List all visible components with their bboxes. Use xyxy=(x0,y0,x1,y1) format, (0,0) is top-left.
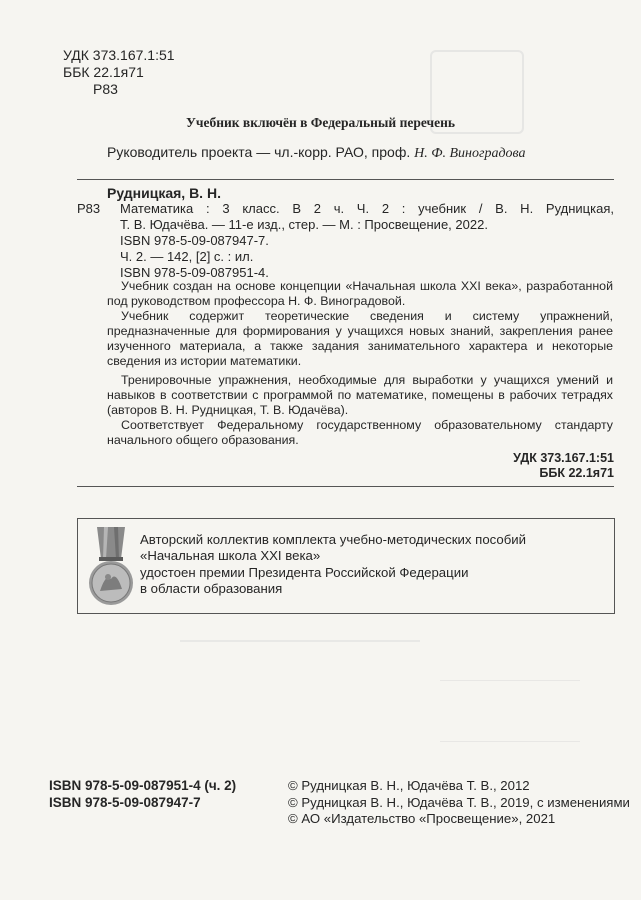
code-header: Р83 xyxy=(93,81,118,97)
record-title-line1: Математика : 3 класс. В 2 ч. Ч. 2 : учебник / В. Н. Рудницкая, xyxy=(120,201,614,216)
record-isbn1: ISBN 978-5-09-087947-7. xyxy=(120,233,269,248)
copyright-line: © Рудницкая В. Н., Юдачёва Т. В., 2019, с изменениями xyxy=(288,794,630,810)
record-body xyxy=(120,201,614,281)
footer-codes xyxy=(513,451,614,481)
award-text xyxy=(140,532,526,597)
copyright-block xyxy=(288,778,630,828)
medal-icon xyxy=(88,527,134,607)
annotation xyxy=(107,279,613,448)
bbk-header: ББК 22.1я71 xyxy=(63,64,144,80)
record-author: Рудницкая, В. Н. xyxy=(107,185,221,201)
copyright-line: © АО «Издательство «Просвещение», 2021 xyxy=(288,811,556,826)
project-lead-name: Н. Ф. Виноградова xyxy=(414,146,526,161)
bleed-through-decoration xyxy=(440,680,580,742)
footer-bbk: ББК 22.1я71 xyxy=(539,466,614,480)
bleed-through-decoration xyxy=(180,640,420,642)
annotation-paragraph: Учебник создан на основе концепции «Начальная школа XXI века», разработанной под руководством профессора Н. Ф. Виноградовой. xyxy=(107,279,613,308)
divider-bottom xyxy=(77,486,614,487)
udk-header: УДК 373.167.1:51 xyxy=(63,47,175,63)
isbn-line: ISBN 978-5-09-087947-7 xyxy=(49,794,201,810)
award-line: Авторский коллектив комплекта учебно-методических пособий xyxy=(140,532,527,547)
federal-list-note: Учебник включён в Федеральный перечень xyxy=(185,115,456,130)
isbn-block xyxy=(49,778,236,811)
divider-top xyxy=(77,179,614,180)
record-pages: Ч. 2. — 142, [2] с. : ил. xyxy=(120,249,254,264)
award-box xyxy=(77,518,615,614)
annotation-paragraph: Учебник содержит теоретические сведения и систему упражнений, предназначенные для формирования у учащихся новых знаний, закрепления ранее изученного материала, а также задания занимательного характера и некоторые сведения из истории математики. xyxy=(107,309,613,368)
annotation-paragraph: Тренировочные упражнения, необходимые для выработки у учащихся умений и навыков в соответствии с программой по математике, помещены в рабочих тетрадях (авторов В. Н. Рудницкая, Т. В. Юдачёва). xyxy=(107,373,613,417)
project-lead-prefix: Руководитель проекта — чл.-корр. РАО, проф. xyxy=(107,144,411,160)
project-lead xyxy=(107,144,526,162)
copyright-line: © Рудницкая В. Н., Юдачёва Т. В., 2012 xyxy=(288,778,530,793)
record-isbn2: ISBN 978-5-09-087951-4. xyxy=(120,265,269,280)
award-line: «Начальная школа XXI века» xyxy=(140,548,321,564)
footer-udk: УДК 373.167.1:51 xyxy=(513,451,614,465)
annotation-paragraph: Соответствует Федеральному государственному образовательному стандарту начального общего образования. xyxy=(107,418,613,447)
award-line: удостоен премии Президента Российской Федерации xyxy=(140,564,469,580)
award-line: в области образования xyxy=(140,580,283,596)
isbn-line: ISBN 978-5-09-087951-4 (ч. 2) xyxy=(49,778,237,793)
record-title-line2: Т. В. Юдачёва. — 11-е изд., стер. — М. : Просвещение, 2022. xyxy=(120,217,488,232)
record-code: Р83 xyxy=(77,201,101,216)
